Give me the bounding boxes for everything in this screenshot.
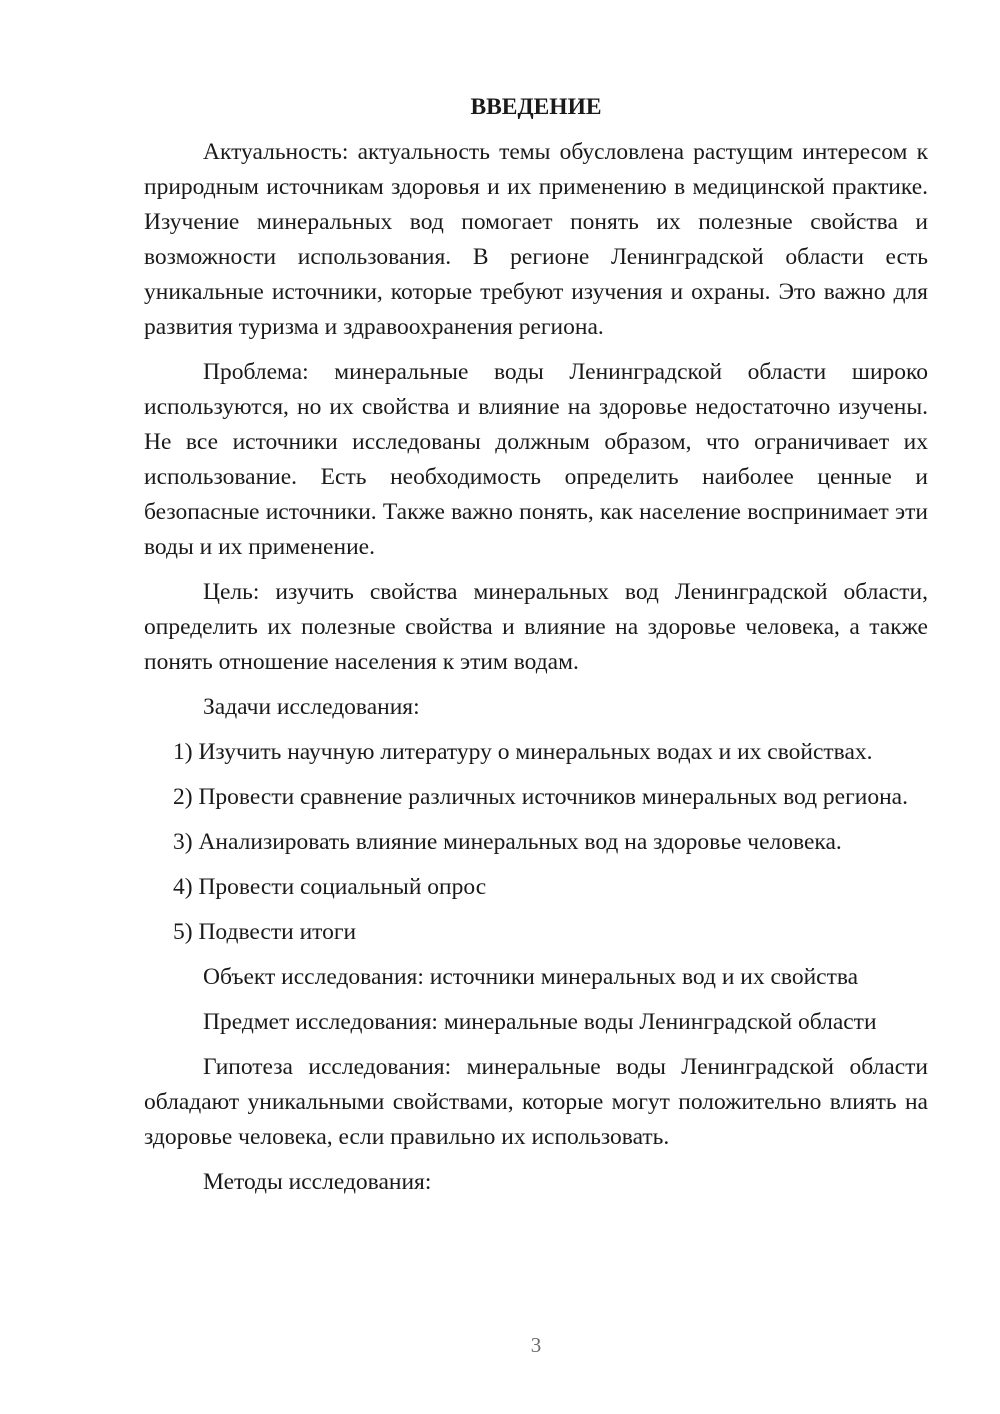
- task-item-2: 2) Провести сравнение различных источников минеральных вод региона.: [173, 784, 908, 810]
- paragraph-tasks-heading: Задачи исследования:: [203, 694, 420, 720]
- paragraph-subject: Предмет исследования: минеральные воды Ленинградской области: [203, 1009, 877, 1035]
- paragraph-goal: Цель: изучить свойства минеральных вод Ленинградской области, определить их полезные свойства и влияние на здоровье человека, а также понять отношение населения к этим водам.: [144, 579, 928, 675]
- paragraph-problem: Проблема: минеральные воды Ленинградской области широко используются, но их свойства и влияние на здоровье недостаточно изучены. Не все источники исследованы должным образом, что ограничивает их использование. Есть необходимость определить наиболее ценные и безопасные источники. Также важно понять, как население воспринимает эти воды и их применение.: [144, 359, 928, 560]
- task-item-1: 1) Изучить научную литературу о минеральных водах и их свойствах.: [173, 739, 873, 765]
- task-item-5: 5) Подвести итоги: [173, 919, 357, 945]
- paragraph-hypothesis: Гипотеза исследования: минеральные воды Ленинградской области обладают уникальными свойствами, которые могут положительно влиять на здоровье человека, если правильно их использовать.: [144, 1054, 928, 1150]
- task-item-3: 3) Анализировать влияние минеральных вод на здоровье человека.: [173, 829, 842, 855]
- section-title: ВВЕДЕНИЕ: [470, 94, 602, 120]
- paragraph-methods: Методы исследования:: [203, 1169, 432, 1195]
- page-content: [144, 90, 928, 1210]
- page-number: 3: [530, 1333, 542, 1357]
- task-item-4: 4) Провести социальный опрос: [173, 874, 487, 900]
- paragraph-object: Объект исследования: источники минеральных вод и их свойства: [203, 964, 859, 990]
- paragraph-relevance: Актуальность: актуальность темы обусловлена растущим интересом к природным источникам здоровья и их применению в медицинской практике. Изучение минеральных вод помогает понять их полезные свойства и возможности использования. В регионе Ленинградской области есть уникальные источники, которые требуют изучения и охраны. Это важно для развития туризма и здравоохранения региона.: [144, 139, 928, 340]
